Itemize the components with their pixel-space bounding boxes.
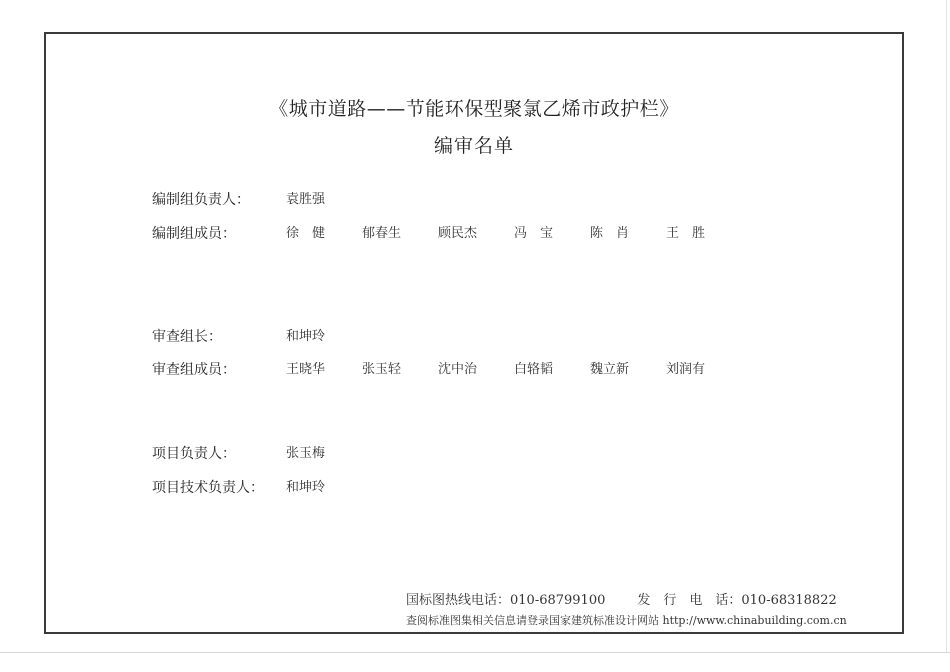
document-subtitle: 编审名单	[433, 135, 514, 157]
person-name: 徐 健	[286, 226, 326, 241]
footer-phones	[406, 589, 837, 608]
hotline-text: 国标图热线电话：010-68799100	[406, 593, 606, 608]
tech-leader-label: 项目技术负责人：	[152, 480, 264, 496]
tech-leader-names	[286, 477, 362, 499]
person-name: 魏立新	[590, 362, 630, 377]
person-name: 冯 宝	[514, 226, 554, 241]
person-name: 刘润有	[666, 362, 706, 377]
person-name: 白辂韬	[514, 362, 554, 377]
page-edge-right	[946, 0, 947, 652]
person-name: 顾民杰	[438, 226, 478, 241]
project-leader-names	[286, 443, 362, 465]
project-leader-label: 项目负责人：	[152, 446, 236, 462]
compile-members-names	[286, 223, 742, 245]
document-title: 《城市道路——节能环保型聚氯乙烯市政护栏》	[269, 98, 679, 120]
person-name: 郁春生	[362, 226, 402, 241]
review-members-names	[286, 359, 742, 381]
person-name: 王晓华	[286, 362, 326, 377]
review-members-label: 审查组成员：	[152, 362, 236, 378]
person-name: 王 胜	[666, 226, 706, 241]
review-leader-names	[286, 326, 362, 348]
person-name: 袁胜强	[286, 192, 326, 207]
person-name: 沈中治	[438, 362, 478, 377]
person-name: 陈 肖	[590, 226, 630, 241]
document-frame	[44, 32, 904, 634]
person-name: 张玉梅	[286, 446, 326, 461]
review-leader-label: 审查组长：	[152, 329, 222, 345]
person-name: 和坤玲	[286, 480, 326, 495]
person-name: 张玉轻	[362, 362, 402, 377]
compile-members-label: 编制组成员：	[152, 226, 236, 242]
page-edge	[0, 652, 950, 653]
person-name: 和坤玲	[286, 329, 326, 344]
footer-website-line: 查阅标准图集相关信息请登录国家建筑标准设计网站 http://www.chinabuilding.com.cn	[406, 614, 847, 627]
distribution-phone-text: 发 行 电 话：010-68318822	[637, 593, 837, 608]
compile-leader-names	[286, 189, 362, 211]
compile-leader-label: 编制组负责人：	[152, 192, 250, 208]
